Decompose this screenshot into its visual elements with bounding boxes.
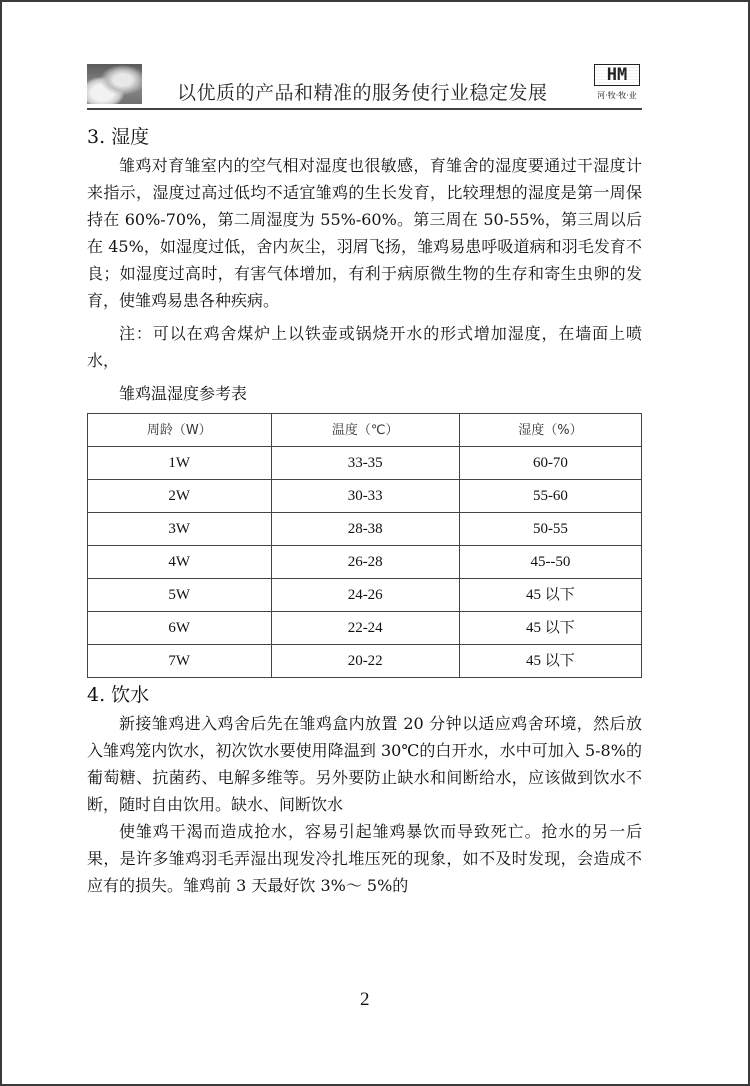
cell-age: 6W bbox=[88, 612, 272, 645]
logo-letters: HM bbox=[594, 64, 640, 86]
table-row bbox=[88, 513, 642, 546]
cell-temperature: 33-35 bbox=[271, 447, 459, 480]
table-row bbox=[88, 546, 642, 579]
table-row bbox=[88, 447, 642, 480]
header-divider bbox=[87, 108, 642, 110]
cell-temperature: 30-33 bbox=[271, 480, 459, 513]
table-header-row bbox=[88, 414, 642, 447]
table-row bbox=[88, 645, 642, 678]
page-number: 2 bbox=[360, 989, 370, 1010]
drinking-water-paragraph-1: 新接雏鸡进入鸡舍后先在雏鸡盒内放置 20 分钟以适应鸡舍环境，然后放入雏鸡笼内饮水，初次饮水要使用降温到 30℃的白开水，水中可加入 5-8%的葡萄糖、抗菌药、电解多维等。另外要防止缺水和间断给水，应该做到饮水不断，随时自由饮用。缺水、间断饮水 bbox=[87, 714, 642, 814]
cell-temperature: 28-38 bbox=[271, 513, 459, 546]
humidity-note: 注：可以在鸡舍煤炉上以铁壶或锅烧开水的形式增加湿度，在墙面上喷水， bbox=[87, 324, 642, 370]
chick-photo-image bbox=[87, 64, 142, 104]
cell-age: 1W bbox=[88, 447, 272, 480]
logo-subtitle: 河·牧·牧·业 bbox=[597, 91, 637, 100]
cell-temperature: 20-22 bbox=[271, 645, 459, 678]
table-row bbox=[88, 579, 642, 612]
running-header bbox=[87, 64, 642, 107]
cell-humidity: 45 以下 bbox=[459, 612, 641, 645]
page-body bbox=[87, 122, 642, 899]
cell-age: 5W bbox=[88, 579, 272, 612]
table-row bbox=[88, 480, 642, 513]
cell-humidity: 50-55 bbox=[459, 513, 641, 546]
humidity-paragraph: 雏鸡对育雏室内的空气相对湿度也很敏感，育雏舍的湿度要通过干湿度计来指示，湿度过高过低均不适宜雏鸡的生长发育，比较理想的湿度是第一周保持在 60%-70%，第二周湿度为 55%-60%。第三周在 50-55%，第三周以后在 45%，如湿度过低，舍内灰尘，羽屑飞扬，雏鸡易患呼吸道病和羽毛发育不良；如湿度过高时，有害气体增加，有利于病原微生物的生存和寄生虫卵的发育，使雏鸡易患各种疾病。 bbox=[87, 156, 642, 310]
cell-humidity: 45 以下 bbox=[459, 579, 641, 612]
cell-temperature: 26-28 bbox=[271, 546, 459, 579]
header-age: 周龄（W） bbox=[88, 414, 272, 447]
section-heading-humidity: 3. 湿度 bbox=[87, 126, 150, 148]
table-row bbox=[88, 612, 642, 645]
cell-age: 7W bbox=[88, 645, 272, 678]
header-humidity: 湿度（%） bbox=[459, 414, 641, 447]
cell-age: 4W bbox=[88, 546, 272, 579]
header-temperature: 温度（℃） bbox=[271, 414, 459, 447]
cell-temperature: 24-26 bbox=[271, 579, 459, 612]
cell-humidity: 45--50 bbox=[459, 546, 641, 579]
cell-age: 3W bbox=[88, 513, 272, 546]
table-caption: 雏鸡温湿度参考表 bbox=[119, 384, 248, 403]
cell-age: 2W bbox=[88, 480, 272, 513]
temperature-humidity-table bbox=[87, 413, 642, 678]
section-heading-drinking-water: 4. 饮水 bbox=[87, 684, 150, 706]
drinking-water-paragraph-2: 使雏鸡干渴而造成抢水，容易引起雏鸡暴饮而导致死亡。抢水的另一后果，是许多雏鸡羽毛弄湿出现发冷扎堆压死的现象，如不及时发现，会造成不应有的损失。雏鸡前 3 天最好饮 3%～ 5%的 bbox=[87, 822, 642, 895]
cell-humidity: 45 以下 bbox=[459, 645, 641, 678]
company-logo bbox=[594, 64, 642, 104]
cell-humidity: 60-70 bbox=[459, 447, 641, 480]
header-slogan: 以优质的产品和精准的服务使行业稳定发展 bbox=[177, 82, 548, 104]
cell-temperature: 22-24 bbox=[271, 612, 459, 645]
cell-humidity: 55-60 bbox=[459, 480, 641, 513]
